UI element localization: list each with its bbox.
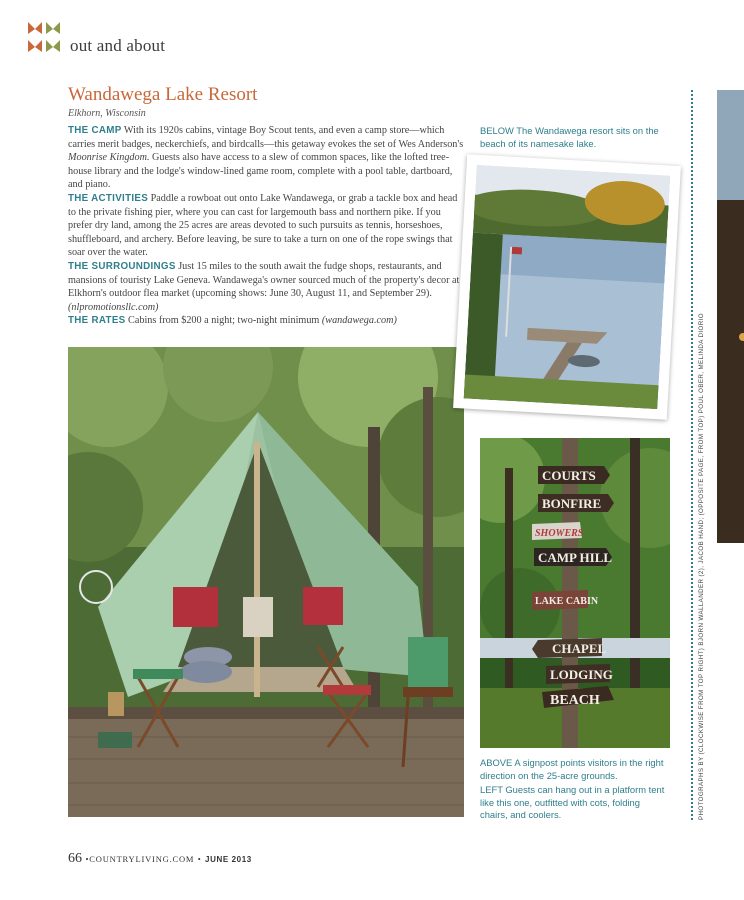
paragraph-surroundings (68, 260, 466, 314)
film-title: Moonrise Kingdom. (68, 152, 150, 164)
signpost-photo (480, 438, 670, 748)
link-nlpromotions[interactable]: (nlpromotionsllc.com) (68, 301, 159, 313)
lead-activities: THE ACTIVITIES (68, 192, 149, 204)
article-title: Wandawega Lake Resort (68, 84, 258, 105)
sign-lodging: LODGING (550, 667, 613, 682)
paragraph-text: Paddle a rowboat out onto Lake Wandawega, or grab a tackle box and head to the private fishing pier, where you can cast for largemouth bass and northern pike. If you prefer dry land, among the 25 acres are areas devoted to such pursuits as tennis, horseshoes, shuffleboard, and archery. Before leaving, be sure to take a turn on one of the rope swings that soar over the water. (68, 192, 458, 259)
article-location: Elkhorn, Wisconsin (68, 108, 146, 119)
photo-credits-text: PHOTOGRAPHS BY (CLOCKWISE FROM TOP RIGHT) BJORN WALLANDER (2), JACOB HAND; (OPPOSITE PAGE, FROM TOP) POUL OBER, MELINDA DIORIO (698, 313, 705, 820)
paragraph-activities (68, 192, 466, 260)
lead-camp: THE CAMP (68, 125, 122, 136)
sign-bonfire: BONFIRE (542, 496, 602, 511)
sign-beach: BEACH (550, 693, 600, 708)
footer-issue: JUNE 2013 (205, 855, 252, 864)
caption-text: A signpost points visitors in the right direction on the 25-acre grounds. (480, 757, 664, 781)
paragraph-text: Cabins from $200 a night; two-night minimum (125, 315, 322, 327)
sign-camp-hill: CAMP HILL (538, 550, 613, 565)
sign-showers: SHOWERS (535, 528, 584, 539)
paragraph-text: With its 1920s cabins, vintage Boy Scout tents, and even a camp store—which carries merit badges, neckerchiefs, and birdcalls—this getaway evokes the set of Wes Anderson's (68, 125, 464, 150)
footer-separator: • (197, 854, 202, 864)
dotted-divider (691, 90, 693, 820)
photo-credits (698, 313, 706, 822)
caption-lead: BELOW (480, 125, 514, 136)
sign-lake-cabin: LAKE CABIN (535, 596, 599, 607)
lead-rates: THE RATES (68, 315, 126, 327)
article-body (68, 124, 466, 328)
caption-above (480, 757, 670, 782)
footer-site[interactable]: COUNTRYLIVING.COM (89, 854, 195, 864)
lead-surroundings: THE SURROUNDINGS (68, 260, 176, 272)
sign-chapel: CHAPEL (552, 641, 607, 656)
caption-left (480, 784, 670, 822)
paragraph-rates (68, 314, 466, 328)
paragraph-text: Guests also have access to a slew of common spaces, like the lofted tree-house library and the lodge's window-lined game room, complete with a pool table, dartboard, and piano. (68, 152, 453, 191)
paragraph-camp (68, 124, 466, 192)
lake-photo (453, 154, 681, 420)
page-footer (68, 851, 252, 867)
section-title: out and about (70, 36, 166, 55)
page-number: 66 (68, 851, 82, 866)
paragraph-text: Just 15 miles to the south await the fudge shops, restaurants, and mansions of touristy Lake Geneva. Wandawega's owner sourced much of the property's decor at Elkhorn's outdoor flea market (upcoming shows: June 30, August 11, and September 29). (68, 260, 460, 300)
footer-separator: • (85, 854, 90, 864)
butterflies-icon (26, 20, 62, 56)
caption-text: Guests can hang out in a platform tent like this one, outfitted with cots, folding chairs, and coolers. (480, 784, 665, 821)
caption-text: The Wandawega resort sits on the beach of its namesake lake. (480, 125, 659, 149)
sign-courts: COURTS (542, 468, 596, 483)
caption-lead: LEFT (480, 784, 503, 795)
tent-photo (68, 347, 464, 817)
caption-below (480, 125, 660, 150)
caption-lead: ABOVE (480, 757, 513, 768)
link-wandawega[interactable]: (wandawega.com) (321, 315, 397, 327)
opposite-page-photo-edge (717, 90, 744, 543)
